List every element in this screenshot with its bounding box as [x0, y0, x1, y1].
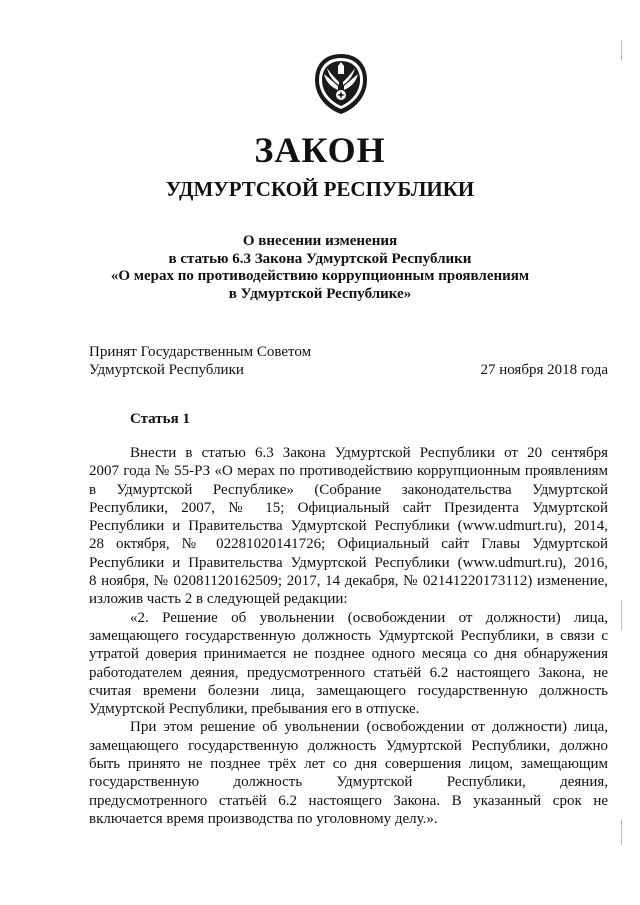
document-title: ЗАКОН: [254, 130, 386, 170]
adoption-line: Принят Государственным Советом: [89, 344, 312, 360]
adoption-statement: [89, 343, 311, 379]
scan-margin-mark: [621, 820, 622, 845]
adoption-line: Удмуртской Республики: [89, 362, 244, 378]
text-line: считая времени болезни лица, замещающего государственную должность: [89, 682, 608, 699]
text-line: работодателем деяния, предусмотренного статьёй 6.2 настоящего Закона, не: [89, 664, 608, 681]
text-line: 8 ноября, № 02081120162509; 2017, 14 декабря, № 02141220173112) изменение,: [89, 573, 608, 590]
article-title: Статья 1: [130, 411, 190, 427]
scan-margin-mark: [621, 600, 622, 630]
text-line: замещающего государственную должность Удмуртской Республики, в связи с: [89, 627, 608, 644]
heading-line: в Удмуртской Республике»: [228, 285, 412, 302]
text-line: утратой доверия принимается не позднее одного месяца со дня обнаружения: [89, 646, 608, 663]
text-line: Республики и Правительства Удмуртской Республики (www.udmurt.ru), 2014,: [89, 518, 608, 535]
text-line: включается время производства по уголовному делу.».: [89, 810, 438, 827]
udmurt-coat-of-arms-icon: [311, 52, 371, 116]
text-line: в Удмуртской Республике» (Собрание законодательства Удмуртской: [89, 481, 608, 498]
heading-line: О внесении изменения: [242, 233, 398, 249]
text-line: Республики и Правительства Удмуртской Республики (www.udmurt.ru), 2016,: [89, 554, 608, 571]
paragraph-amendment: [89, 444, 608, 609]
text-line: 28 октября, № 02281020141726; Официальный сайт Главы Удмуртской: [89, 536, 608, 553]
law-heading: [0, 233, 640, 303]
heading-line: «О мерах по противодействию коррупционным проявлениям: [110, 268, 530, 284]
text-line: «2. Решение об увольнении (освобождении от должности) лица,: [130, 609, 608, 626]
text-line: Внести в статью 6.3 Закона Удмуртской Республики от 20 сентября: [130, 445, 608, 461]
text-line: 2007 года № 55-РЗ «О мерах по противодействию коррупционным проявлениям: [89, 463, 608, 480]
text-line: предусмотренного статьёй 6.2 настоящего Закона. В указанный срок не: [89, 792, 608, 809]
heading-line: в статью 6.3 Закона Удмуртской Республики: [168, 250, 472, 267]
document-subtitle: УДМУРТСКОЙ РЕСПУБЛИКИ: [165, 177, 475, 201]
text-line: При этом решение об увольнении (освобождении от должности) лица,: [130, 719, 608, 736]
paragraph-part-2: [89, 609, 608, 719]
text-line: Удмуртской Республики, пребывания его в отпуске.: [89, 701, 420, 718]
text-line: изложив часть 2 в следующей редакции:: [89, 591, 348, 608]
text-line: Республики, 2007, № 15; Официальный сайт Президента Удмуртской: [89, 499, 608, 516]
paragraph-time-limit: [89, 718, 608, 828]
scan-margin-mark: [621, 40, 622, 60]
text-line: замещающего государственную должность Удмуртской Республики, должно: [89, 737, 608, 754]
text-line: государственную должность Удмуртской Республики, деяния,: [89, 774, 608, 791]
text-line: быть принято не позднее трёх лет со дня совершения лицом, замещающим: [89, 756, 608, 773]
article-body: [89, 444, 608, 828]
adoption-date: 27 ноября 2018 года: [480, 362, 608, 378]
